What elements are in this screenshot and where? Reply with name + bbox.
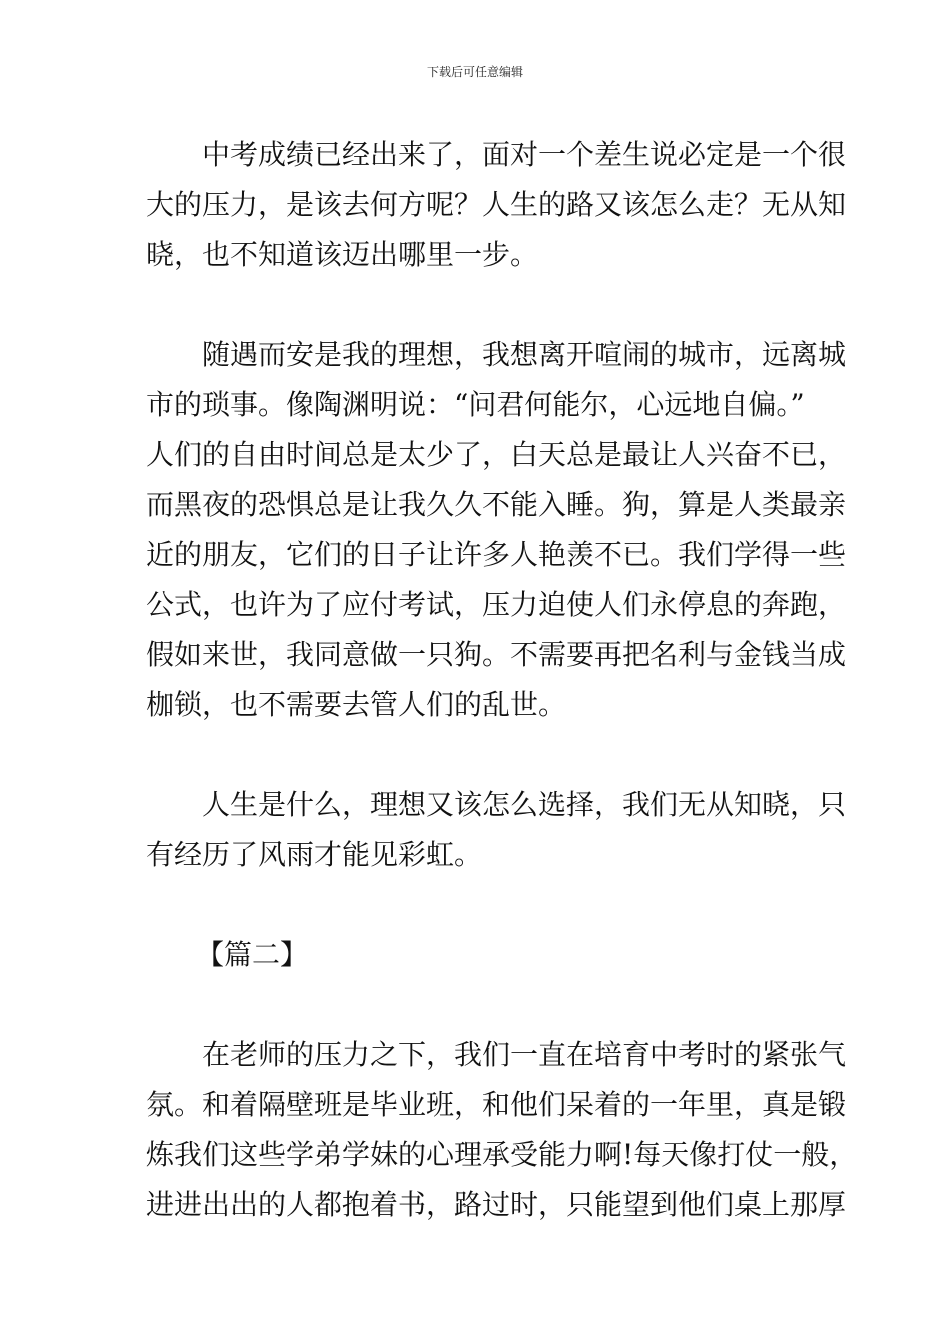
text-line: 炼我们这些学弟学妹的心理承受能力啊!每天像打仗一般，: [146, 1138, 858, 1171]
paragraph-1: [146, 130, 847, 280]
text-line: 枷锁，也不需要去管人们的乱世。: [146, 688, 567, 721]
text-line: 氛。和着隔壁班是毕业班，和他们呆着的一年里，真是锻: [146, 1088, 847, 1121]
text-line: 中考成绩已经出来了，面对一个差生说必定是一个很: [202, 138, 847, 171]
text-line: 公式，也许为了应付考试，压力迫使人们永停息的奔跑，: [146, 588, 847, 621]
text-line: 而黑夜的恐惧总是让我久久不能入睡。狗，算是人类最亲: [146, 488, 847, 521]
paragraph-4: [146, 1030, 858, 1230]
text-line: 有经历了风雨才能见彩虹。: [146, 838, 483, 871]
text-line: 晓，也不知道该迈出哪里一步。: [146, 238, 539, 271]
paragraph-2: [146, 330, 847, 730]
paragraph-gap: [146, 980, 810, 1030]
text-line: 近的朋友，它们的日子让许多人艳羡不已。我们学得一些: [146, 538, 847, 571]
text-line: 在老师的压力之下，我们一直在培育中考时的紧张气: [202, 1038, 847, 1071]
text-line: 人们的自由时间总是太少了，白天总是最让人兴奋不已，: [146, 438, 847, 471]
paragraph-gap: [146, 280, 810, 330]
section-title: 【篇二】: [196, 938, 309, 971]
paragraph-3: [146, 780, 847, 880]
document-body: [146, 130, 858, 1230]
text-line: 大的压力，是该去何方呢？人生的路又该怎么走？无从知: [146, 188, 847, 221]
paragraph-gap: [146, 730, 810, 780]
page-header: 下载后可任意编辑: [426, 65, 523, 79]
text-line: 市的琐事。像陶渊明说：“问君何能尔，心远地自偏。”: [146, 388, 805, 421]
text-line: 假如来世，我同意做一只狗。不需要再把名利与金钱当成: [146, 638, 847, 671]
paragraph-gap: [146, 880, 810, 930]
text-line: 人生是什么，理想又该怎么选择，我们无从知晓，只: [202, 788, 847, 821]
text-line: 随遇而安是我的理想，我想离开喧闹的城市，远离城: [202, 338, 847, 371]
text-line: 进进出出的人都抱着书，路过时，只能望到他们桌上那厚: [146, 1188, 847, 1221]
